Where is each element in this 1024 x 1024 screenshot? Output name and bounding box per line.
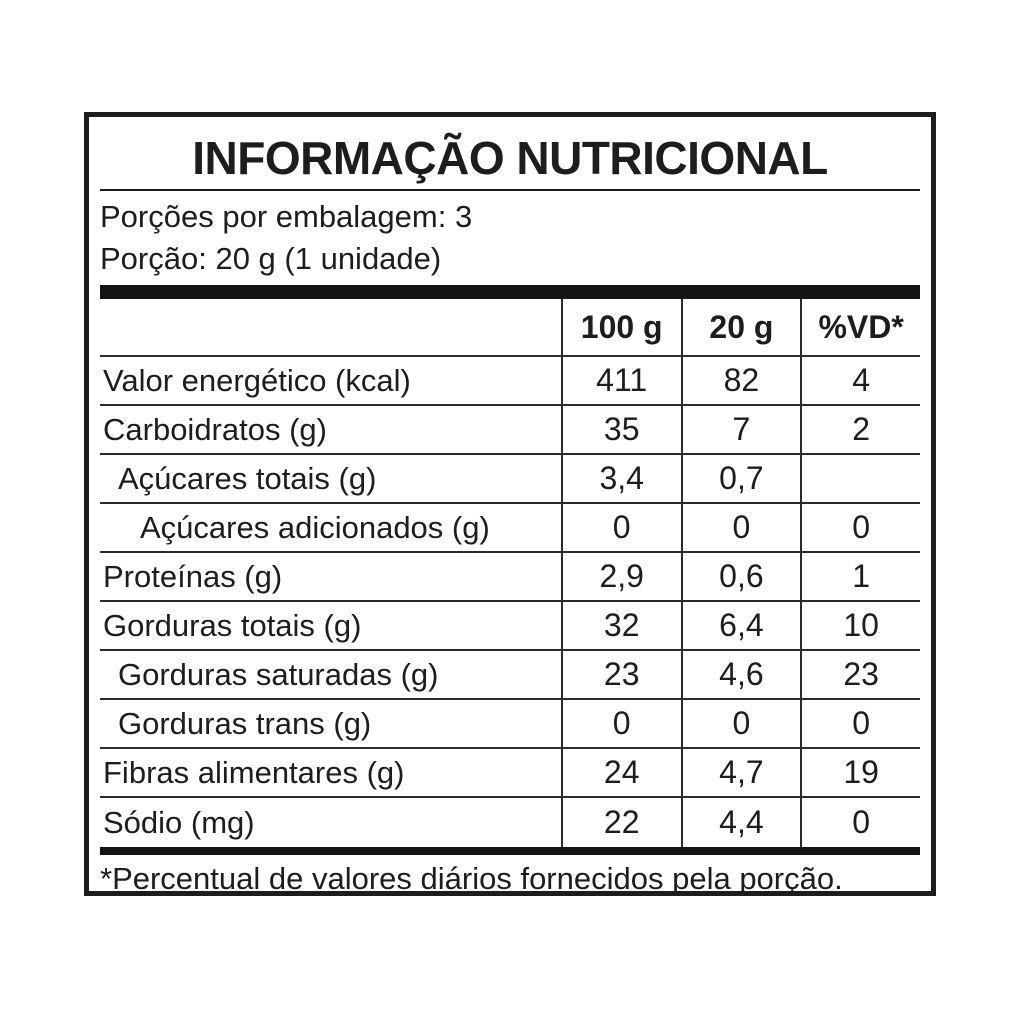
value-20g: 4,4 <box>681 798 801 847</box>
value-vd <box>800 455 920 502</box>
value-vd: 19 <box>800 749 920 796</box>
value-vd: 10 <box>800 602 920 649</box>
table-header-row <box>100 299 920 357</box>
value-100g: 2,9 <box>561 553 681 600</box>
row-label: Fibras alimentares (g) <box>103 754 405 790</box>
row-label: Gorduras trans (g) <box>118 705 372 741</box>
value-20g: 4,6 <box>681 651 801 698</box>
nutrition-table <box>100 299 920 847</box>
nutrition-facts-panel <box>84 112 936 896</box>
row-label: Valor energético (kcal) <box>103 362 411 398</box>
value-vd: 0 <box>800 798 920 847</box>
row-label: Açúcares adicionados (g) <box>140 509 490 545</box>
servings-per-package: Porções por embalagem: 3 <box>100 199 473 234</box>
table-row-total-fat <box>100 602 920 651</box>
value-100g: 24 <box>561 749 681 796</box>
value-100g: 411 <box>561 357 681 404</box>
serving-size: Porção: 20 g (1 unidade) <box>100 241 442 276</box>
column-header-20g: 20 g <box>681 299 801 355</box>
value-100g: 0 <box>561 504 681 551</box>
value-vd: 4 <box>800 357 920 404</box>
row-label: Proteínas (g) <box>103 558 283 594</box>
value-100g: 0 <box>561 700 681 747</box>
value-20g: 0 <box>681 700 801 747</box>
value-20g: 0,7 <box>681 455 801 502</box>
value-100g: 22 <box>561 798 681 847</box>
value-20g: 7 <box>681 406 801 453</box>
row-label: Gorduras totais (g) <box>103 607 362 643</box>
value-20g: 0,6 <box>681 553 801 600</box>
value-vd: 23 <box>800 651 920 698</box>
table-row-carbs <box>100 406 920 455</box>
value-100g: 32 <box>561 602 681 649</box>
value-20g: 82 <box>681 357 801 404</box>
column-header-nutrient <box>100 299 561 355</box>
table-row-sodium <box>100 798 920 847</box>
table-row-fiber <box>100 749 920 798</box>
table-row-added-sugars <box>100 504 920 553</box>
value-100g: 35 <box>561 406 681 453</box>
value-20g: 6,4 <box>681 602 801 649</box>
table-row-trans-fat <box>100 700 920 749</box>
daily-value-footnote: *Percentual de valores diários fornecidos pela porção. <box>100 861 843 896</box>
column-header-100g: 100 g <box>561 299 681 355</box>
row-label: Carboidratos (g) <box>103 411 327 447</box>
value-100g: 23 <box>561 651 681 698</box>
table-row-protein <box>100 553 920 602</box>
row-label: Sódio (mg) <box>103 804 255 840</box>
value-100g: 3,4 <box>561 455 681 502</box>
separator-bar-bottom <box>100 847 920 855</box>
table-row-saturated-fat <box>100 651 920 700</box>
panel-title: INFORMAÇÃO NUTRICIONAL <box>192 132 828 184</box>
value-vd: 1 <box>800 553 920 600</box>
value-vd: 0 <box>800 504 920 551</box>
column-header-vd: %VD* <box>800 299 920 355</box>
row-label: Gorduras saturadas (g) <box>118 656 439 692</box>
value-20g: 4,7 <box>681 749 801 796</box>
row-label: Açúcares totais (g) <box>118 460 377 496</box>
table-row-total-sugars <box>100 455 920 504</box>
value-20g: 0 <box>681 504 801 551</box>
value-vd: 0 <box>800 700 920 747</box>
serving-info <box>100 191 920 280</box>
table-row-energy <box>100 357 920 406</box>
separator-bar-top <box>100 285 920 299</box>
value-vd: 2 <box>800 406 920 453</box>
